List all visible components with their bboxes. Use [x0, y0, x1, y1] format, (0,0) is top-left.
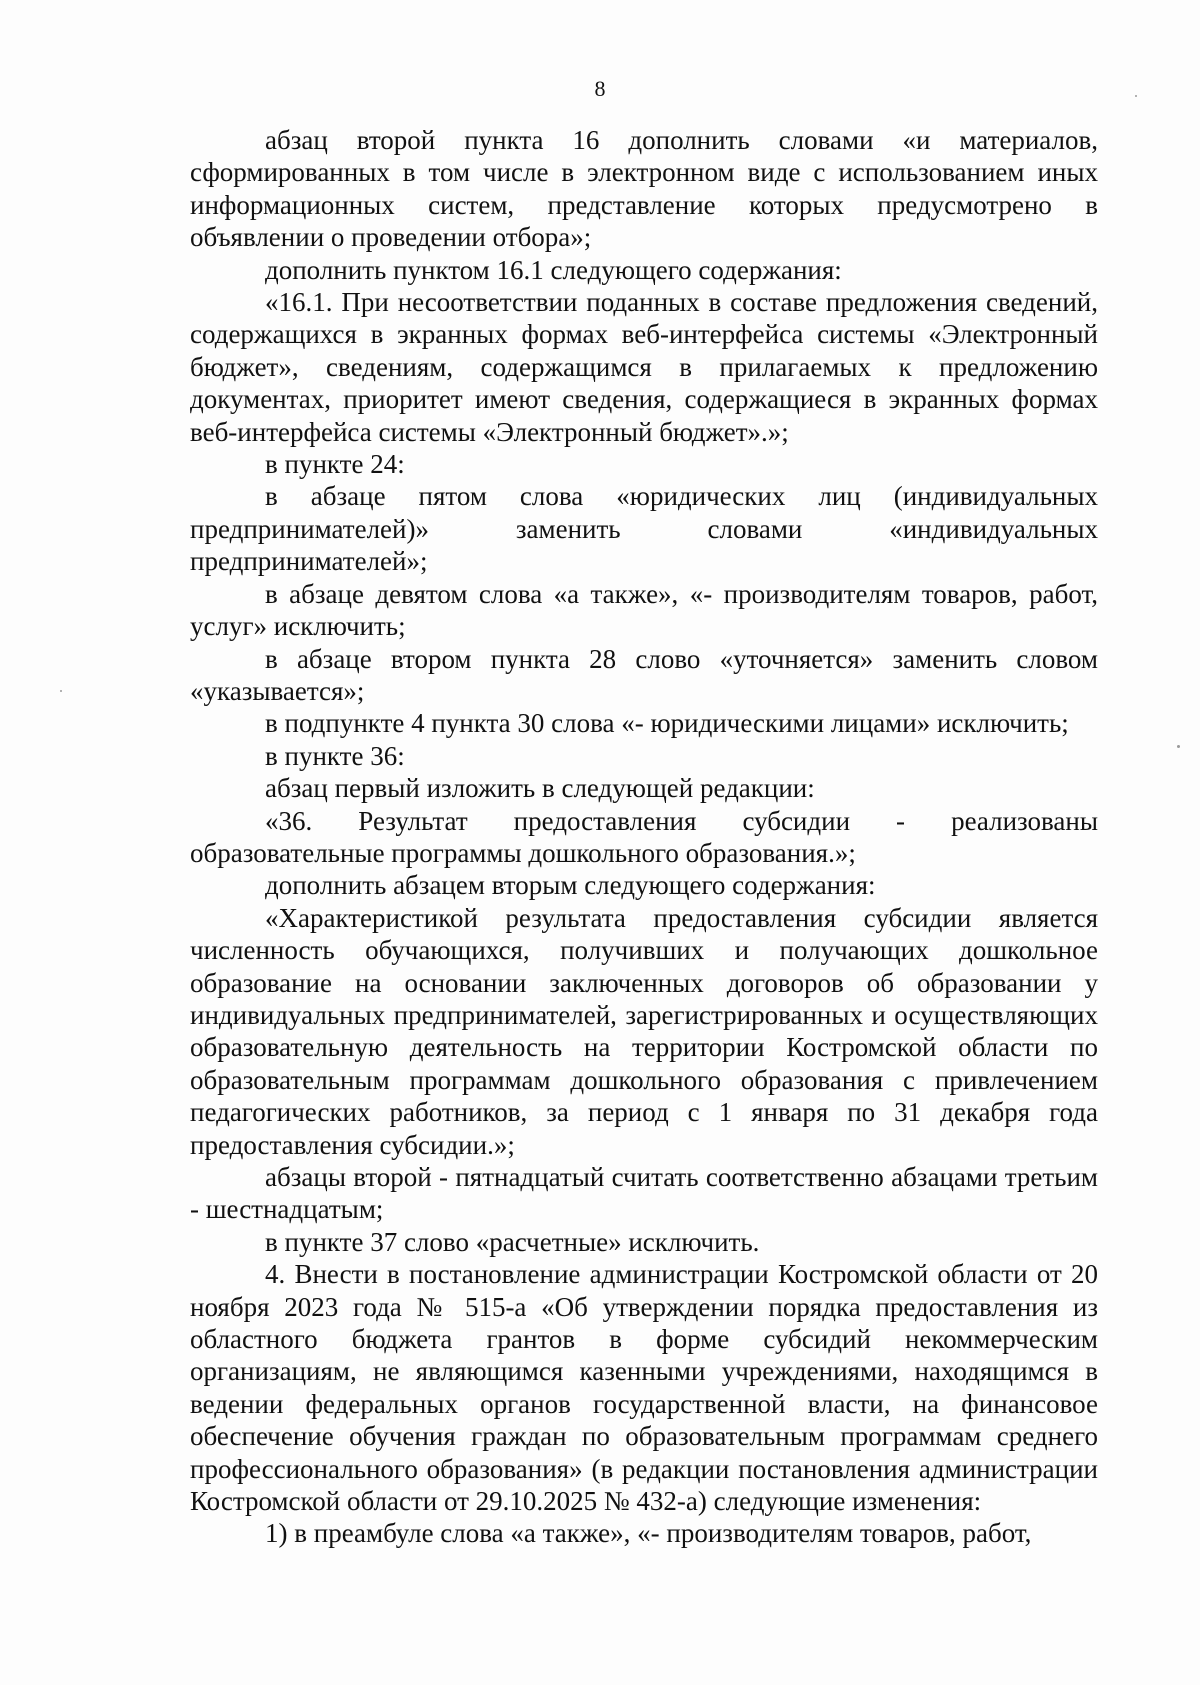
document-body — [190, 124, 1098, 1550]
paragraph: в абзаце девятом слова «а также», «- производителям товаров, работ, услуг» исключить; — [190, 578, 1098, 642]
paragraph: в абзаце втором пункта 28 слово «уточняется» заменить словом «указывается»; — [190, 643, 1098, 706]
paragraph: в подпункте 4 пункта 30 слова «- юридическими лицами» исключить; — [265, 708, 1069, 739]
page-number: 8 — [594, 76, 606, 101]
scan-speck — [60, 690, 62, 692]
paragraph: «36. Результат предоставления субсидии - реализованы образовательные программы дошкольного образования.»; — [190, 805, 1098, 868]
paragraph: абзац второй пункта 16 дополнить словами «и материалов, сформированных в том числе в электронном виде с использованием иных информационных систем, представление которых предусмотрено в объявлении о проведении отбора»; — [190, 125, 1098, 253]
paragraph: 1) в преамбуле слова «а также», «- производителям товаров, работ, — [265, 1518, 1032, 1549]
paragraph: «Характеристикой результата предоставления субсидии является численность обучающихся, получивших и получающих дошкольное образование на основании заключенных договоров об образовании у индивидуальных предпринимателей, зарегистрированных и осуществляющих образовательную деятельность на территории Костромской области по образовательным программам дошкольного образования с привлечением педагогических работников, за период с 1 января по 31 декабря года предоставления субсидии.»; — [190, 902, 1098, 1160]
scan-speck — [1177, 745, 1180, 748]
paragraph: абзац первый изложить в следующей редакции: — [265, 773, 815, 804]
paragraph: дополнить абзацем вторым следующего содержания: — [265, 870, 876, 901]
scan-speck — [1135, 95, 1137, 97]
paragraph: 4. Внести в постановление администрации Костромской области от 20 ноября 2023 года № 515-а «Об утверждении порядка предоставления из областного бюджета грантов в форме субсидий некоммерческим организациям, не являющимся казенными учреждениями, находящимся в ведении федеральных органов государственной власти, на финансовое обеспечение обучения граждан по образовательным программам среднего профессионального образования» (в редакции постановления администрации Костромской области от 29.10.2025 № 432-а) следующие изменения: — [190, 1259, 1098, 1517]
paragraph: в пункте 24: — [265, 449, 405, 480]
paragraph: дополнить пунктом 16.1 следующего содержания: — [265, 254, 842, 285]
paragraph: в абзаце пятом слова «юридических лиц (индивидуальных предпринимателей)» заменить словами «индивидуальных предпринимателей»; — [190, 481, 1098, 577]
paragraph: абзацы второй - пятнадцатый считать соответственно абзацами третьим - шестнадцатым; — [190, 1162, 1098, 1225]
paragraph: «16.1. При несоответствии поданных в составе предложения сведений, содержащихся в экранных формах веб-интерфейса системы «Электронный бюджет», сведениям, содержащимся в прилагаемых к предложению документах, приоритет имеют сведения, содержащиеся в экранных формах веб-интерфейса системы «Электронный бюджет».»; — [190, 287, 1098, 447]
paragraph: в пункте 36: — [265, 740, 405, 771]
paragraph: в пункте 37 слово «расчетные» исключить. — [265, 1226, 760, 1257]
